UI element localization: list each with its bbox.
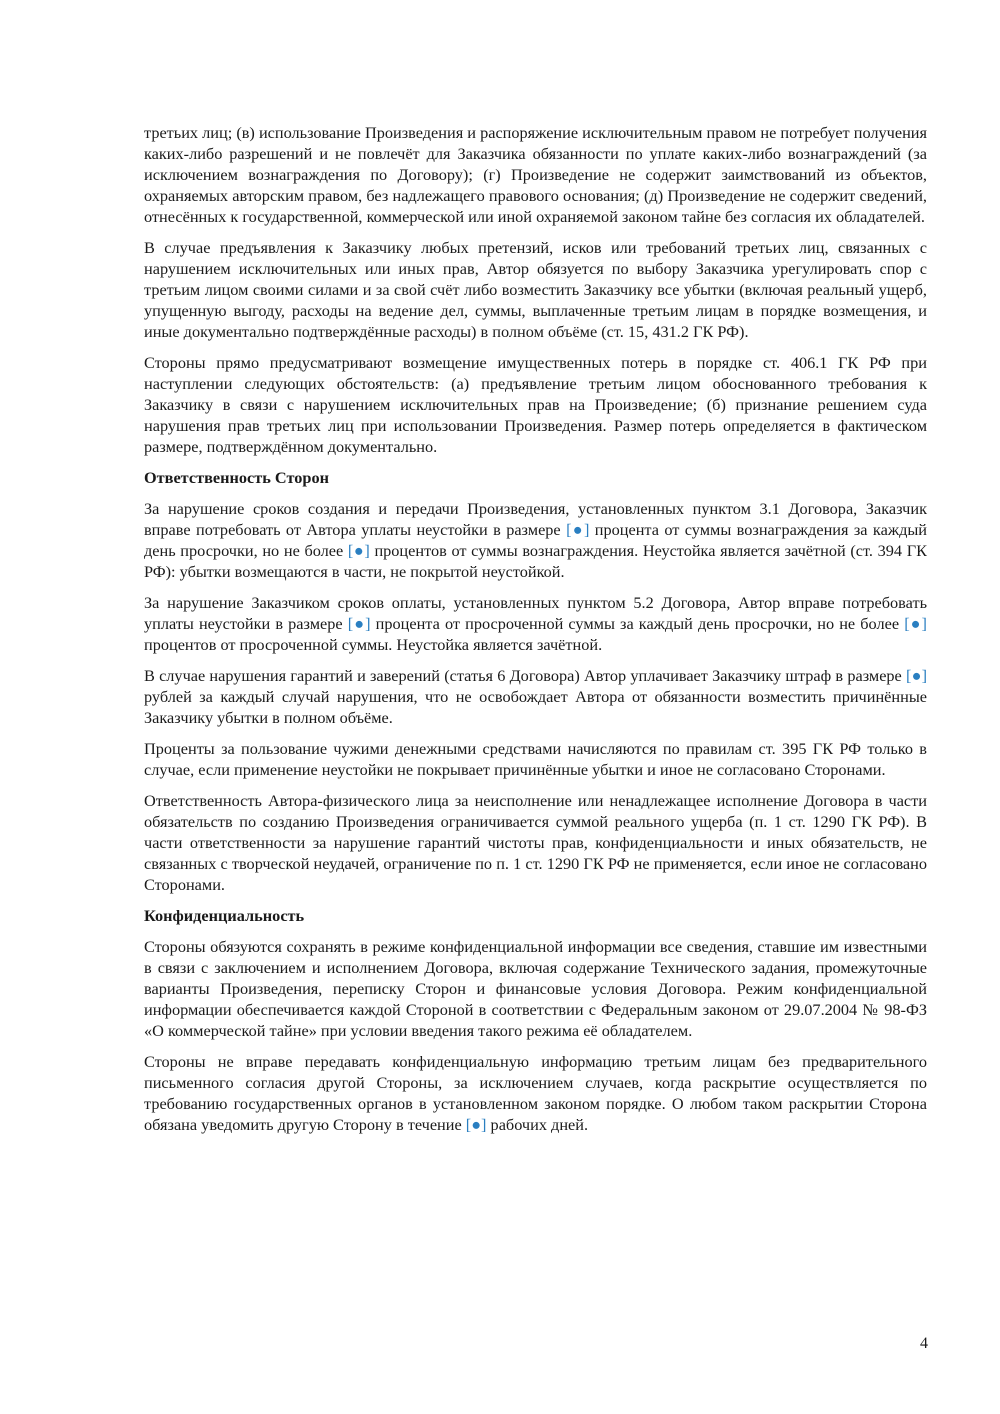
text-run: Конфиденциальность [144,906,305,925]
paragraph-confidential-info [144,936,927,1041]
placeholder-field: [●] [347,541,370,560]
paragraph-property-losses [144,352,927,457]
text-run: процента от просроченной суммы за каждый день просрочки, но не более [370,614,905,633]
heading-liability [144,467,927,488]
text-run: Ответственность Сторон [144,468,329,487]
text-run: процентов от суммы вознаграждения. Неустойка является зачётной (ст. 394 ГК РФ): убытки возмещаются в части, не покрытой неустойкой. [144,541,927,581]
placeholder-field: [●] [465,1115,487,1134]
text-run: За нарушение сроков создания и передачи Произведения, установленных пунктом 3.1 Договора, Заказчик вправе потребовать от Автора уплаты неустойки в размере [144,499,927,539]
placeholder-field: [●] [906,666,927,685]
text-run: Стороны обязуются сохранять в режиме конфиденциальной информации все сведения, ставшие им известными в связи с заключением и исполнением Договора, включая содержание Технического задания, промежуточные варианты Произведения, переписку Сторон и финансовые условия Договора. Режим конфиденциальной информации обеспечивается каждой Стороной в соответствии с Федеральным законом от 29.07.2004 № 98-ФЗ «О коммерческой тайне» при условии введения такого режима её обладателем. [144,937,927,1040]
paragraph-disclosure-ban [144,1051,927,1135]
text-run: процента от суммы вознаграждения за каждый день просрочки, но не более [144,520,928,560]
text-run: Стороны не вправе передавать конфиденциальную информацию третьим лицам без предварительного письменного согласия другой Стороны, за исключением случаев, когда раскрытие осуществляется по требованию государственных органов в установленном законом порядке. О любом таком раскрытии Сторона обязана уведомить другую Сторону в течение [144,1052,927,1134]
document-body [144,122,927,1145]
text-run: В случае предъявления к Заказчику любых претензий, исков или требований третьих лиц, связанных с нарушением исключительных или иных прав, Автор обязуется по выбору Заказчика урегулировать спор с третьим лицом своими силами и за свой счёт либо возместить Заказчику все убытки (включая реальный ущерб, упущенную выгоду, расходы на ведение дел, суммы, выплаченные третьим лицам в порядке возмещения, и иные документально подтверждённые расходы) в полном объёме (ст. 15, 431.2 ГК РФ). [144,238,927,341]
text-run: рублей за каждый случай нарушения, что не освобождает Автора от обязанности возместить причинённые Заказчику убытки в полном объёме. [144,687,927,727]
text-run: За нарушение Заказчиком сроков оплаты, установленных пунктом 5.2 Договора, Автор вправе потребовать уплаты неустойки в размере [144,593,927,633]
text-run: В случае нарушения гарантий и заверений (статья 6 Договора) Автор уплачивает Заказчику штраф в размере [144,666,907,685]
text-run: Проценты за пользование чужими денежными средствами начисляются по правилам ст. 395 ГК РФ только в случае, если применение неустойки не покрывает причинённые убытки и иное не согласовано Сторонами. [144,739,927,779]
text-run: процентов от просроченной суммы. Неустойка является зачётной. [144,635,603,654]
paragraph-warranty-breach-fine [144,665,927,728]
placeholder-field: [●] [347,614,371,633]
paragraph-customer-payment-penalty [144,592,927,655]
text-run: рабочих дней. [486,1115,589,1134]
heading-confidentiality [144,905,927,926]
text-run: Ответственность Автора-физического лица за неисполнение или ненадлежащее исполнение Договора в части обязательств по созданию Произведения ограничивается суммой реального ущерба (п. 1 ст. 1290 ГК РФ). В части ответственности за нарушение гарантий чистоты прав, конфиденциальности и иных обязательств, не связанных с творческой неудачей, ограничение по п. 1 ст. 1290 ГК РФ не применяется, если иное не согласовано Сторонами. [144,791,927,894]
paragraph-author-liability-limit [144,790,927,895]
paragraph-author-delay-penalty [144,498,927,582]
paragraph-warranty-continuation [144,122,927,227]
placeholder-field: [●] [566,520,590,539]
page-number: 4 [920,1335,928,1352]
paragraph-interest-395 [144,738,927,780]
paragraph-third-party-claims [144,237,927,342]
text-run: Стороны прямо предусматривают возмещение имущественных потерь в порядке ст. 406.1 ГК РФ при наступлении следующих обстоятельств: (а) предъявление третьим лицом обоснованного требования к Заказчику в связи с нарушением исключительных прав на Произведение; (б) признание решением суда нарушения прав третьих лиц при использовании Произведения. Размер потерь определяется в фактическом размере, подтверждённом документально. [144,353,927,456]
placeholder-field: [●] [904,614,927,633]
text-run: третьих лиц; (в) использование Произведения и распоряжение исключительным правом не потребует получения каких-либо разрешений и не повлечёт для Заказчика обязанности по уплате каких-либо вознаграждений (за исключением вознаграждения по Договору); (г) Произведение не содержит заимствований из объектов, охраняемых авторским правом, без надлежащего правового основания; (д) Произведение не содержит сведений, отнесённых к государственной, коммерческой или иной охраняемой законом тайне без согласия их обладателей. [144,123,927,226]
